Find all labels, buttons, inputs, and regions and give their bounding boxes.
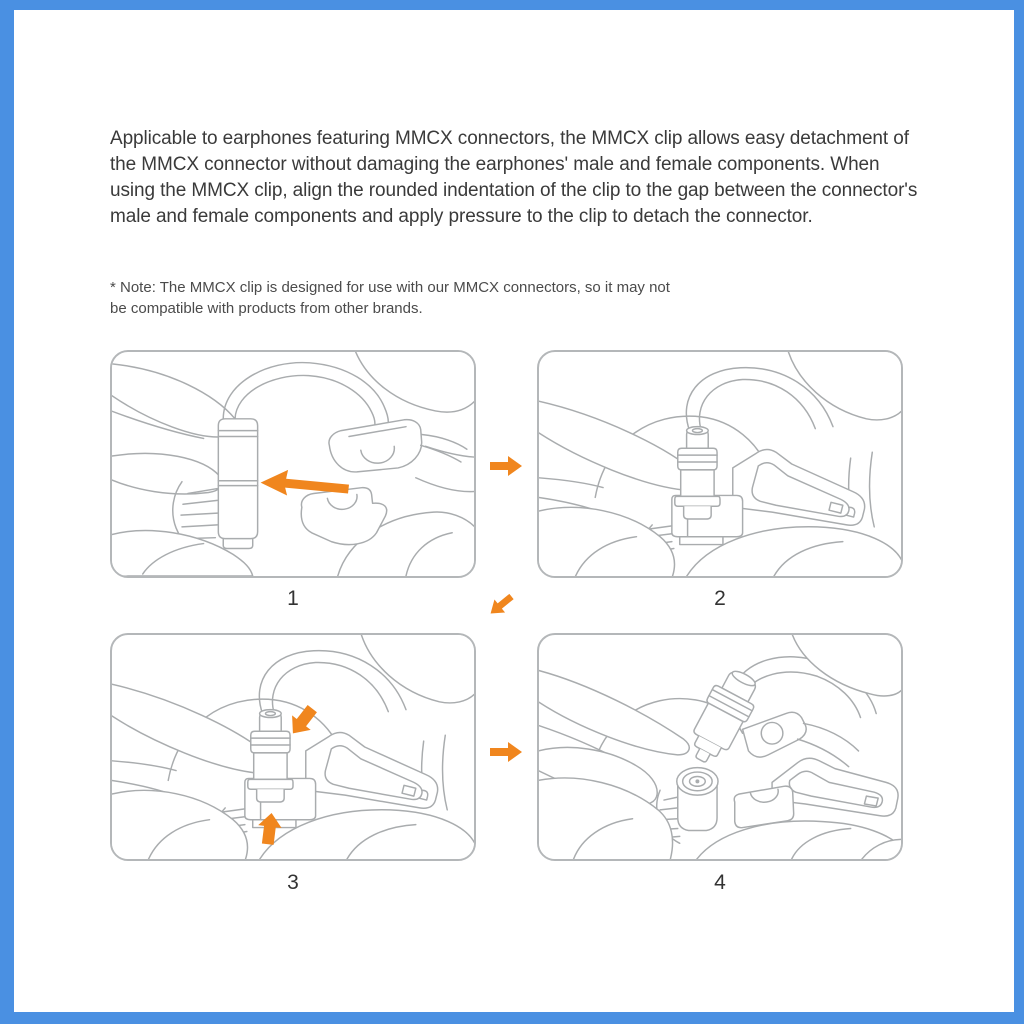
step-2-panel [537,350,903,578]
step-4-panel [537,633,903,861]
arrow-right-icon [490,455,522,482]
instruction-paragraph: Applicable to earphones featuring MMCX connectors, the MMCX clip allows easy detachment of the MMCX connector without damaging the earphones' male and female components. When using the MMCX clip, align the rounded indentation of the clip to the gap between the connector's male and female components and apply pressure to the clip to detach the connector. [110,128,918,227]
note-text: * Note: The MMCX clip is designed for use with our MMCX connectors, so it may not be compatible with products from other brands. [110,279,670,317]
step-3-illustration [112,635,474,859]
step-3-panel [110,633,476,861]
step-2-number: 2 [714,587,726,610]
step-1-number: 1 [287,587,299,610]
clip-align-arrow-left-icon [112,352,474,576]
step-1-panel [110,350,476,578]
step-1-illustration [112,352,474,576]
step-3-number: 3 [287,871,299,894]
step-4-illustration [539,635,901,859]
instruction-page [14,10,1014,1012]
arrow-down-left-icon [481,585,517,621]
arrow-right-icon [490,741,522,768]
step-2-illustration [539,352,901,576]
step-4-number: 4 [714,871,726,894]
